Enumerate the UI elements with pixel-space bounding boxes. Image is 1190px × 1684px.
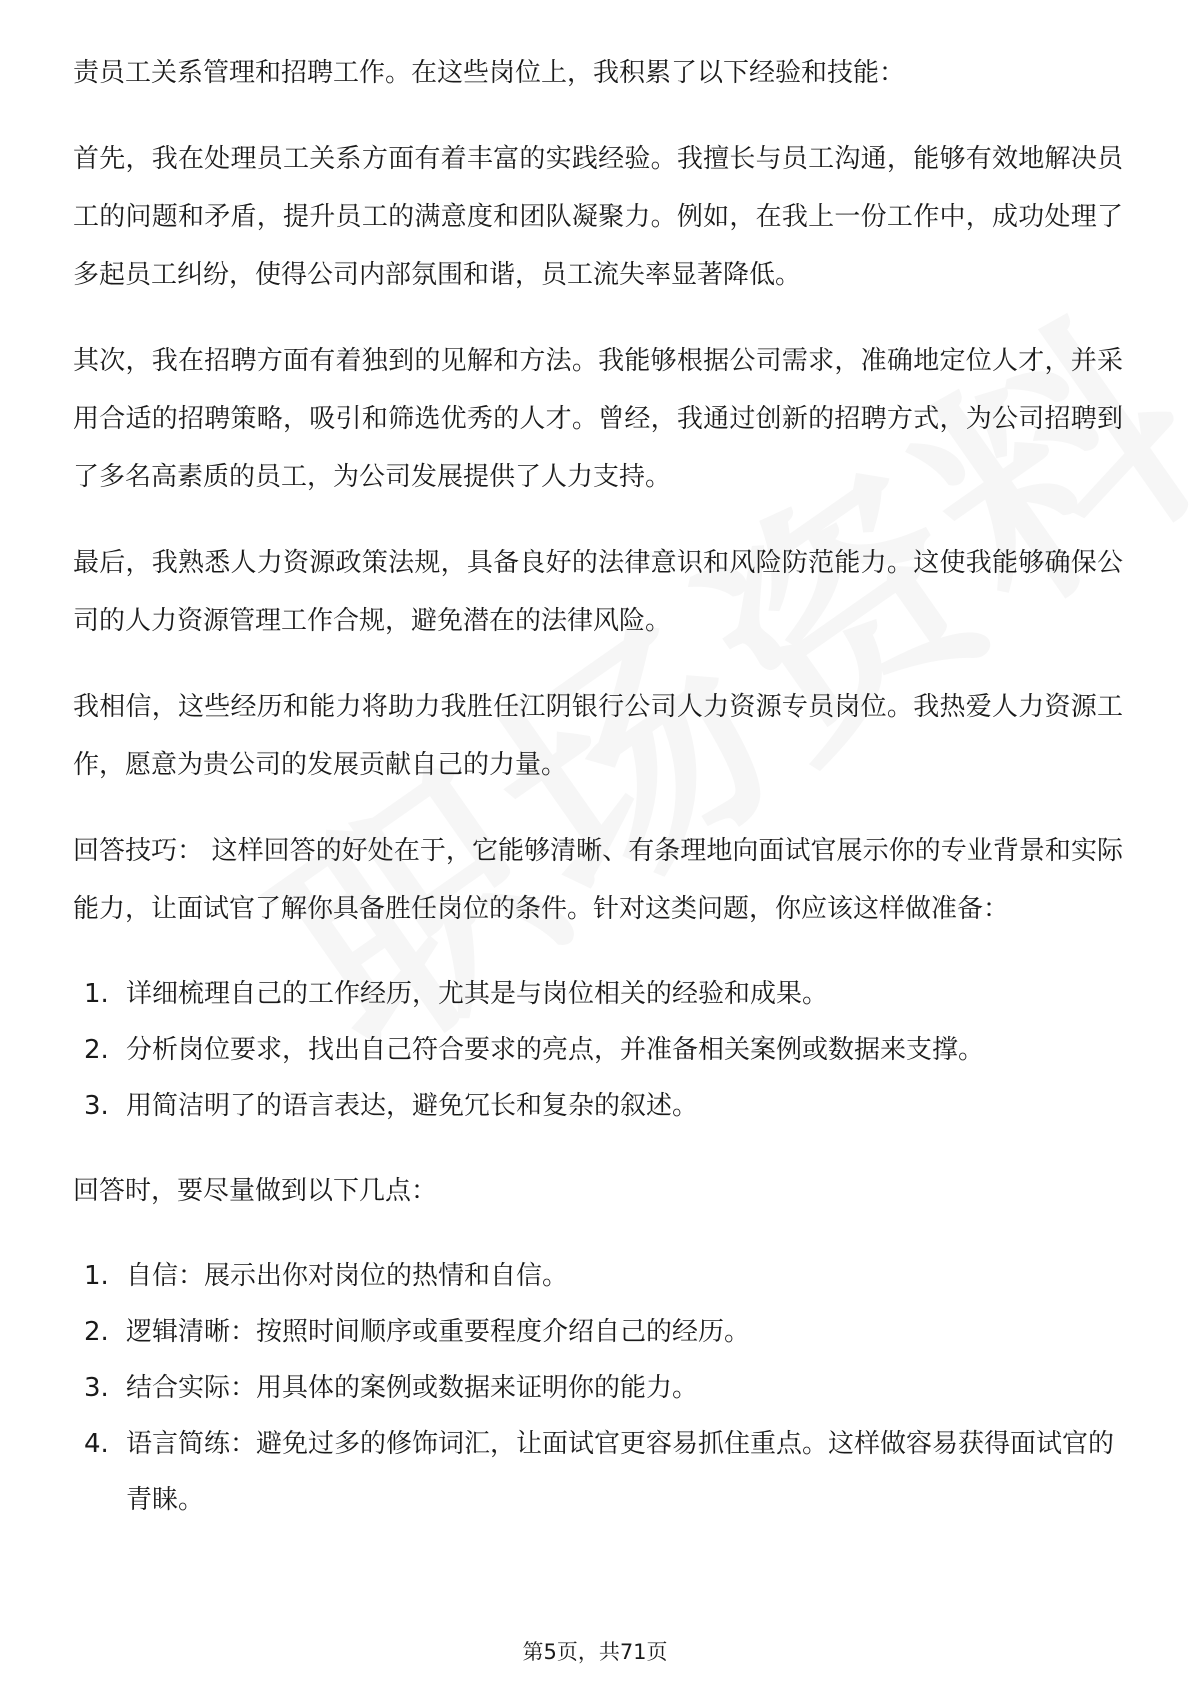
page-number-footer: 第5页，共71页 (522, 1640, 668, 1664)
list-number: 3. (84, 1373, 109, 1403)
list-item (73, 1248, 1123, 1304)
list-number: 2. (84, 1317, 109, 1347)
points-list (73, 1248, 1123, 1528)
paragraph-conclusion: 我相信，这些经历和能力将助力我胜任江阴银行公司人力资源专员岗位。我热爱人力资源工作，愿意为贵公司的发展贡献自己的力量。 (73, 692, 1123, 780)
list-item (73, 1416, 1123, 1528)
list-item (73, 966, 1123, 1022)
list-text: 详细梳理自己的工作经历，尤其是与岗位相关的经验和成果。 (126, 979, 829, 1009)
paragraph-points-intro: 回答时，要尽量做到以下几点： (73, 1176, 438, 1206)
list-number: 2. (84, 1035, 109, 1065)
list-text: 用简洁明了的语言表达，避免冗长和复杂的叙述。 (126, 1091, 699, 1121)
list-text: 结合实际：用具体的案例或数据来证明你的能力。 (126, 1373, 699, 1403)
paragraph-recruitment: 其次，我在招聘方面有着独到的见解和方法。我能够根据公司需求，准确地定位人才，并采用合适的招聘策略，吸引和筛选优秀的人才。曾经，我通过创新的招聘方式，为公司招聘到了多名高素质的员工，为公司发展提供了人力支持。 (73, 346, 1123, 492)
paragraph-policy: 最后，我熟悉人力资源政策法规，具备良好的法律意识和风险防范能力。这使我能够确保公司的人力资源管理工作合规，避免潜在的法律风险。 (73, 548, 1123, 636)
list-item (73, 1304, 1123, 1360)
list-item (73, 1078, 1123, 1134)
list-number: 4. (84, 1429, 109, 1459)
list-number: 3. (84, 1091, 109, 1121)
list-text: 语言简练：避免过多的修饰词汇，让面试官更容易抓住重点。这样做容易获得面试官的青睐。 (126, 1429, 1115, 1515)
document-content (73, 44, 1123, 1556)
paragraph-answer-tips: 回答技巧： 这样回答的好处在于，它能够清晰、有条理地向面试官展示你的专业背景和实际能力，让面试官了解你具备胜任岗位的条件。针对这类问题，你应该这样做准备： (73, 836, 1123, 924)
paragraph-intro: 责员工关系管理和招聘工作。在这些岗位上，我积累了以下经验和技能： (73, 58, 906, 88)
list-item (73, 1022, 1123, 1078)
list-item (73, 1360, 1123, 1416)
list-text: 逻辑清晰：按照时间顺序或重要程度介绍自己的经历。 (126, 1317, 751, 1347)
list-number: 1. (84, 979, 109, 1009)
list-text: 分析岗位要求，找出自己符合要求的亮点，并准备相关案例或数据来支撑。 (126, 1035, 985, 1065)
prep-list (73, 966, 1123, 1134)
list-text: 自信：展示出你对岗位的热情和自信。 (126, 1261, 569, 1291)
paragraph-employee-relations: 首先，我在处理员工关系方面有着丰富的实践经验。我擅长与员工沟通，能够有效地解决员工的问题和矛盾，提升员工的满意度和团队凝聚力。例如，在我上一份工作中，成功处理了多起员工纠纷，使得公司内部氛围和谐，员工流失率显著降低。 (73, 144, 1123, 290)
list-number: 1. (84, 1261, 109, 1291)
